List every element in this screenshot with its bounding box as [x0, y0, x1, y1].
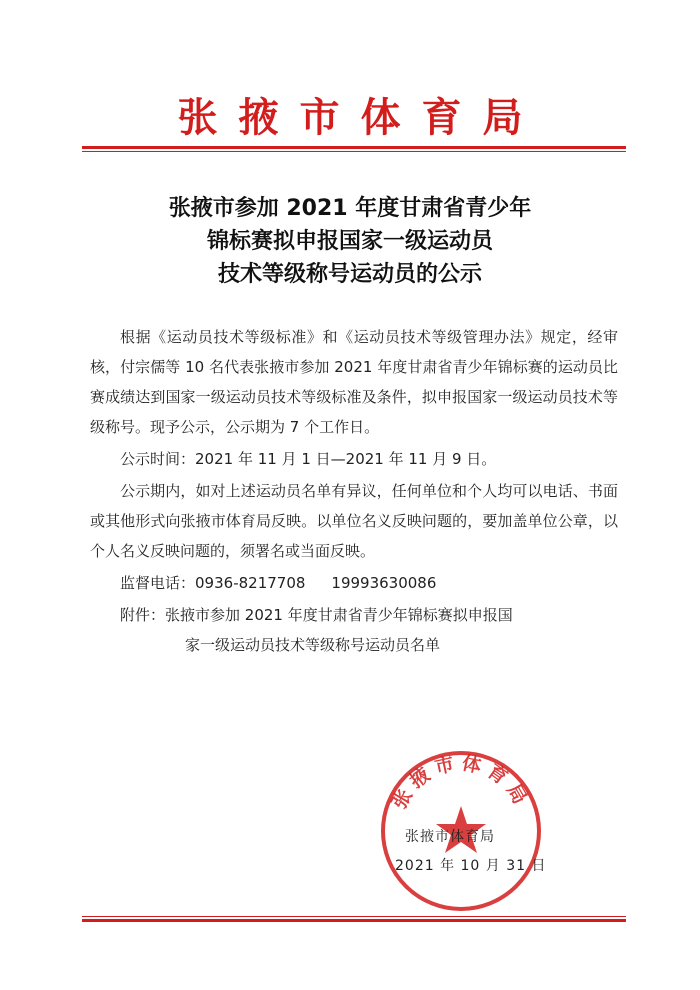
- attachment-label: 附件：: [120, 606, 166, 624]
- footer-rule-thin: [82, 916, 626, 917]
- supervision-phone: [90, 568, 618, 598]
- phone-number-2: 19993630086: [331, 574, 437, 592]
- attachment-line-1: 张掖市参加 2021 年度甘肃省青少年锦标赛拟申报国: [165, 606, 513, 624]
- header-rule-thick: [82, 146, 626, 149]
- title-line-2: 锦标赛拟申报国家一级运动员: [206, 229, 493, 254]
- title-line-1: 张掖市参加 2021 年度甘肃省青少年: [168, 196, 532, 221]
- agency-header: 张掖市体育局: [177, 94, 544, 141]
- document-body: [90, 322, 618, 660]
- seal-text: 张掖市体育局: [388, 751, 534, 814]
- attachment-line-2: 家一级运动员技术等级称号运动员名单: [185, 636, 441, 654]
- paragraph-basis: 根据《运动员技术等级标准》和《运动员技术等级管理办法》规定，经审核，付宗儒等 10 名代表张掖市参加 2021 年度甘肃省青少年锦标赛的运动员比赛成绩达到国家一级运动员技术等级标准及条件，拟申报国家一级运动员技术等级称号。现予公示，公示期为 7 个工作日。: [90, 328, 618, 436]
- phone-number-1: 0936-8217708: [195, 574, 306, 592]
- header-rule-thin: [82, 151, 626, 152]
- title-line-3: 技术等级称号运动员的公示: [217, 262, 482, 287]
- signature-org: 张掖市体育局: [405, 829, 495, 845]
- signature-date: 2021 年 10 月 31 日: [395, 858, 547, 874]
- attachment: [90, 600, 618, 660]
- phone-label: 监督电话：: [120, 574, 196, 592]
- document-title: [0, 192, 700, 291]
- paragraph-period: 公示时间：2021 年 11 月 1 日—2021 年 11 月 9 日。: [120, 450, 497, 468]
- footer-rule-thick: [82, 919, 626, 922]
- paragraph-objection: 公示期内，如对上述运动员名单有异议，任何单位和个人均可以电话、书面或其他形式向张掖市体育局反映。以单位名义反映问题的，要加盖单位公章，以个人名义反映问题的，须署名或当面反映。: [90, 482, 618, 560]
